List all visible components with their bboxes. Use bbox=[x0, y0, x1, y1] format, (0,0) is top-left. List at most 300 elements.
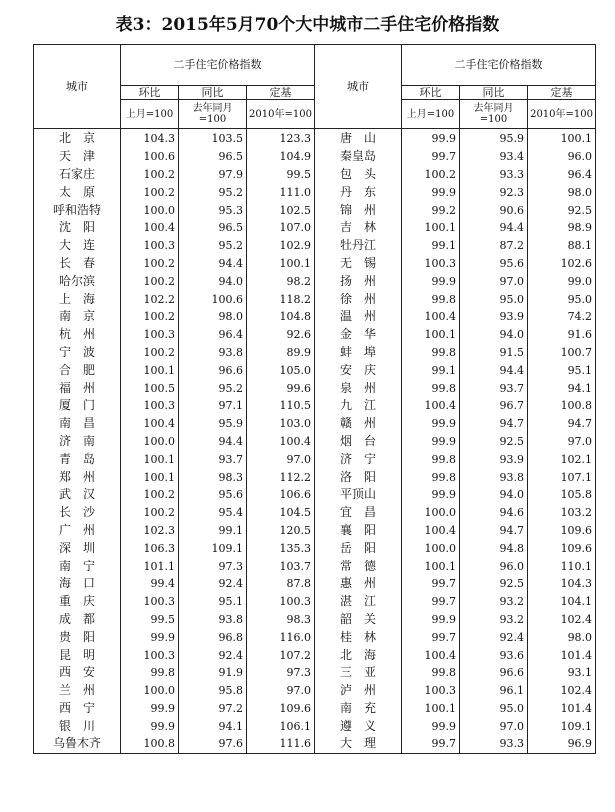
mom-value-left: 99.5 bbox=[121, 611, 179, 629]
base-value-left: 104.5 bbox=[247, 504, 315, 522]
base-value-right: 105.8 bbox=[528, 486, 596, 504]
city-name-left: 兰 州 bbox=[34, 682, 121, 700]
yoy-value-left: 94.0 bbox=[179, 272, 247, 290]
yoy-value-right: 94.8 bbox=[460, 539, 528, 557]
yoy-subheader-left: 去年同月=100 bbox=[179, 100, 247, 129]
mom-value-left: 100.1 bbox=[121, 450, 179, 468]
mom-value-right: 99.8 bbox=[402, 344, 460, 362]
yoy-value-left: 95.8 bbox=[179, 682, 247, 700]
mom-value-right: 100.1 bbox=[402, 326, 460, 344]
mom-value-left: 100.2 bbox=[121, 344, 179, 362]
mom-value-right: 99.8 bbox=[402, 379, 460, 397]
mom-subheader-left: 上月=100 bbox=[121, 100, 179, 129]
yoy-value-right: 93.7 bbox=[460, 379, 528, 397]
table-row bbox=[34, 308, 596, 326]
mom-value-left: 100.2 bbox=[121, 255, 179, 273]
base-value-left: 112.2 bbox=[247, 468, 315, 486]
base-value-right: 110.1 bbox=[528, 557, 596, 575]
table-row bbox=[34, 397, 596, 415]
base-value-right: 102.4 bbox=[528, 611, 596, 629]
yoy-value-right: 93.6 bbox=[460, 646, 528, 664]
mom-value-right: 100.1 bbox=[402, 557, 460, 575]
mom-value-left: 100.1 bbox=[121, 468, 179, 486]
yoy-value-right: 94.7 bbox=[460, 415, 528, 433]
mom-value-right: 99.8 bbox=[402, 468, 460, 486]
city-name-right: 无 锡 bbox=[315, 255, 402, 273]
base-value-right: 99.0 bbox=[528, 272, 596, 290]
mom-value-right: 100.1 bbox=[402, 700, 460, 718]
mom-value-right: 99.1 bbox=[402, 237, 460, 255]
base-value-right: 88.1 bbox=[528, 237, 596, 255]
table-row bbox=[34, 326, 596, 344]
base-value-left: 104.9 bbox=[247, 148, 315, 166]
mom-value-right: 99.7 bbox=[402, 148, 460, 166]
base-value-left: 103.7 bbox=[247, 557, 315, 575]
table-row bbox=[34, 166, 596, 184]
city-name-left: 南 昌 bbox=[34, 415, 121, 433]
table-row bbox=[34, 344, 596, 362]
city-name-left: 太 原 bbox=[34, 183, 121, 201]
mom-value-right: 99.7 bbox=[402, 628, 460, 646]
yoy-value-right: 92.4 bbox=[460, 628, 528, 646]
mom-value-right: 99.9 bbox=[402, 611, 460, 629]
city-name-left: 郑 州 bbox=[34, 468, 121, 486]
yoy-value-right: 90.6 bbox=[460, 201, 528, 219]
yoy-value-right: 92.3 bbox=[460, 183, 528, 201]
mom-value-right: 100.3 bbox=[402, 255, 460, 273]
yoy-value-left: 93.7 bbox=[179, 450, 247, 468]
mom-value-right: 99.7 bbox=[402, 593, 460, 611]
mom-header-left: 环比 bbox=[121, 86, 179, 100]
mom-value-left: 99.4 bbox=[121, 575, 179, 593]
base-value-right: 95.0 bbox=[528, 290, 596, 308]
city-name-right: 唐 山 bbox=[315, 129, 402, 148]
index-group-header-left: 二手住宅价格指数 bbox=[121, 45, 315, 86]
base-value-right: 109.6 bbox=[528, 539, 596, 557]
yoy-value-right: 94.0 bbox=[460, 326, 528, 344]
yoy-value-left: 93.8 bbox=[179, 344, 247, 362]
mom-value-left: 100.2 bbox=[121, 504, 179, 522]
city-name-left: 北 京 bbox=[34, 129, 121, 148]
yoy-value-right: 91.5 bbox=[460, 344, 528, 362]
table-row bbox=[34, 129, 596, 148]
city-name-left: 哈尔滨 bbox=[34, 272, 121, 290]
yoy-value-left: 103.5 bbox=[179, 129, 247, 148]
city-name-left: 济 南 bbox=[34, 433, 121, 451]
mom-value-left: 100.3 bbox=[121, 237, 179, 255]
yoy-value-right: 93.2 bbox=[460, 593, 528, 611]
base-subheader-right: 2010年=100 bbox=[528, 100, 596, 129]
mom-value-left: 102.3 bbox=[121, 522, 179, 540]
base-value-right: 93.1 bbox=[528, 664, 596, 682]
yoy-value-right: 95.0 bbox=[460, 290, 528, 308]
table-row bbox=[34, 255, 596, 273]
yoy-value-left: 94.1 bbox=[179, 717, 247, 735]
city-name-left: 石家庄 bbox=[34, 166, 121, 184]
mom-value-right: 100.4 bbox=[402, 522, 460, 540]
city-name-right: 秦皇岛 bbox=[315, 148, 402, 166]
base-value-left: 105.0 bbox=[247, 361, 315, 379]
table-row bbox=[34, 611, 596, 629]
mom-value-left: 100.3 bbox=[121, 646, 179, 664]
city-name-left: 广 州 bbox=[34, 522, 121, 540]
base-value-right: 94.7 bbox=[528, 415, 596, 433]
base-value-left: 102.9 bbox=[247, 237, 315, 255]
yoy-value-left: 96.5 bbox=[179, 219, 247, 237]
yoy-value-right: 95.0 bbox=[460, 700, 528, 718]
base-value-right: 100.7 bbox=[528, 344, 596, 362]
mom-value-right: 100.4 bbox=[402, 397, 460, 415]
table-row bbox=[34, 522, 596, 540]
city-name-right: 平顶山 bbox=[315, 486, 402, 504]
table-row bbox=[34, 646, 596, 664]
yoy-value-left: 95.3 bbox=[179, 201, 247, 219]
mom-value-right: 99.8 bbox=[402, 290, 460, 308]
yoy-value-right: 94.4 bbox=[460, 361, 528, 379]
base-value-right: 94.1 bbox=[528, 379, 596, 397]
base-value-left: 102.5 bbox=[247, 201, 315, 219]
base-value-right: 74.2 bbox=[528, 308, 596, 326]
mom-value-left: 99.9 bbox=[121, 717, 179, 735]
yoy-value-right: 93.2 bbox=[460, 611, 528, 629]
city-name-right: 桂 林 bbox=[315, 628, 402, 646]
table-body bbox=[34, 129, 596, 754]
base-value-left: 99.5 bbox=[247, 166, 315, 184]
yoy-value-right: 93.3 bbox=[460, 166, 528, 184]
table-row bbox=[34, 575, 596, 593]
city-name-right: 泸 州 bbox=[315, 682, 402, 700]
base-value-left: 107.2 bbox=[247, 646, 315, 664]
mom-value-left: 106.3 bbox=[121, 539, 179, 557]
yoy-value-right: 94.0 bbox=[460, 486, 528, 504]
yoy-value-right: 92.5 bbox=[460, 433, 528, 451]
city-name-left: 天 津 bbox=[34, 148, 121, 166]
table-row bbox=[34, 717, 596, 735]
table-row bbox=[34, 504, 596, 522]
yoy-header-right: 同比 bbox=[460, 86, 528, 100]
base-value-left: 89.9 bbox=[247, 344, 315, 362]
mom-value-right: 99.7 bbox=[402, 575, 460, 593]
mom-value-right: 99.9 bbox=[402, 272, 460, 290]
city-name-right: 宜 昌 bbox=[315, 504, 402, 522]
mom-value-right: 100.4 bbox=[402, 646, 460, 664]
city-name-right: 安 庆 bbox=[315, 361, 402, 379]
mom-header-right: 环比 bbox=[402, 86, 460, 100]
yoy-value-left: 92.4 bbox=[179, 646, 247, 664]
base-value-right: 97.0 bbox=[528, 433, 596, 451]
yoy-value-left: 99.1 bbox=[179, 522, 247, 540]
yoy-value-left: 95.2 bbox=[179, 237, 247, 255]
yoy-value-right: 92.5 bbox=[460, 575, 528, 593]
city-name-left: 武 汉 bbox=[34, 486, 121, 504]
table-row bbox=[34, 557, 596, 575]
yoy-value-left: 100.6 bbox=[179, 290, 247, 308]
yoy-value-right: 93.8 bbox=[460, 468, 528, 486]
yoy-value-left: 95.4 bbox=[179, 504, 247, 522]
yoy-header-left: 同比 bbox=[179, 86, 247, 100]
base-value-right: 109.6 bbox=[528, 522, 596, 540]
city-name-right: 丹 东 bbox=[315, 183, 402, 201]
city-name-right: 烟 台 bbox=[315, 433, 402, 451]
city-name-right: 包 头 bbox=[315, 166, 402, 184]
base-value-left: 103.0 bbox=[247, 415, 315, 433]
mom-value-left: 100.3 bbox=[121, 397, 179, 415]
city-name-right: 湛 江 bbox=[315, 593, 402, 611]
table-row bbox=[34, 183, 596, 201]
yoy-value-right: 93.3 bbox=[460, 735, 528, 753]
base-value-right: 109.1 bbox=[528, 717, 596, 735]
mom-value-right: 99.9 bbox=[402, 717, 460, 735]
base-value-left: 116.0 bbox=[247, 628, 315, 646]
city-name-left: 上 海 bbox=[34, 290, 121, 308]
mom-value-left: 99.9 bbox=[121, 700, 179, 718]
city-name-right: 吉 林 bbox=[315, 219, 402, 237]
yoy-subheader-right: 去年同月=100 bbox=[460, 100, 528, 129]
base-value-right: 102.1 bbox=[528, 450, 596, 468]
yoy-value-right: 93.9 bbox=[460, 308, 528, 326]
mom-value-left: 100.2 bbox=[121, 272, 179, 290]
mom-value-right: 99.8 bbox=[402, 450, 460, 468]
base-value-left: 107.0 bbox=[247, 219, 315, 237]
table-row bbox=[34, 237, 596, 255]
yoy-value-left: 96.6 bbox=[179, 361, 247, 379]
city-name-right: 岳 阳 bbox=[315, 539, 402, 557]
yoy-value-right: 96.1 bbox=[460, 682, 528, 700]
city-name-left: 西 安 bbox=[34, 664, 121, 682]
mom-subheader-right: 上月=100 bbox=[402, 100, 460, 129]
city-name-left: 海 口 bbox=[34, 575, 121, 593]
table-row bbox=[34, 450, 596, 468]
yoy-value-right: 93.4 bbox=[460, 148, 528, 166]
base-value-left: 135.3 bbox=[247, 539, 315, 557]
price-index-table bbox=[33, 44, 596, 754]
base-header-right: 定基 bbox=[528, 86, 596, 100]
table-row bbox=[34, 379, 596, 397]
base-value-left: 100.3 bbox=[247, 593, 315, 611]
mom-value-right: 99.9 bbox=[402, 486, 460, 504]
base-value-right: 92.5 bbox=[528, 201, 596, 219]
city-name-right: 徐 州 bbox=[315, 290, 402, 308]
mom-value-right: 99.9 bbox=[402, 129, 460, 148]
yoy-value-right: 94.7 bbox=[460, 522, 528, 540]
base-value-right: 96.4 bbox=[528, 166, 596, 184]
yoy-value-left: 97.2 bbox=[179, 700, 247, 718]
city-name-left: 宁 波 bbox=[34, 344, 121, 362]
mom-value-left: 100.3 bbox=[121, 593, 179, 611]
mom-value-left: 100.0 bbox=[121, 682, 179, 700]
city-name-left: 西 宁 bbox=[34, 700, 121, 718]
mom-value-right: 99.1 bbox=[402, 361, 460, 379]
mom-value-right: 99.8 bbox=[402, 664, 460, 682]
base-value-left: 106.1 bbox=[247, 717, 315, 735]
mom-value-left: 100.2 bbox=[121, 308, 179, 326]
base-value-right: 101.4 bbox=[528, 700, 596, 718]
table-row bbox=[34, 735, 596, 753]
yoy-value-left: 96.8 bbox=[179, 628, 247, 646]
mom-value-left: 100.2 bbox=[121, 486, 179, 504]
base-value-left: 123.3 bbox=[247, 129, 315, 148]
city-name-right: 襄 阳 bbox=[315, 522, 402, 540]
yoy-value-left: 95.9 bbox=[179, 415, 247, 433]
base-value-left: 97.0 bbox=[247, 682, 315, 700]
yoy-value-left: 98.3 bbox=[179, 468, 247, 486]
base-value-left: 98.2 bbox=[247, 272, 315, 290]
city-name-right: 泉 州 bbox=[315, 379, 402, 397]
yoy-value-right: 94.4 bbox=[460, 219, 528, 237]
base-value-left: 111.0 bbox=[247, 183, 315, 201]
mom-value-left: 101.1 bbox=[121, 557, 179, 575]
base-value-left: 87.8 bbox=[247, 575, 315, 593]
table-row bbox=[34, 700, 596, 718]
table-row bbox=[34, 272, 596, 290]
city-name-right: 常 德 bbox=[315, 557, 402, 575]
base-value-right: 96.0 bbox=[528, 148, 596, 166]
base-value-right: 91.6 bbox=[528, 326, 596, 344]
city-name-left: 南 宁 bbox=[34, 557, 121, 575]
city-name-right: 蚌 埠 bbox=[315, 344, 402, 362]
index-group-header-right: 二手住宅价格指数 bbox=[402, 45, 596, 86]
city-name-left: 厦 门 bbox=[34, 397, 121, 415]
mom-value-right: 100.2 bbox=[402, 166, 460, 184]
mom-value-left: 100.2 bbox=[121, 166, 179, 184]
base-value-right: 104.1 bbox=[528, 593, 596, 611]
yoy-value-left: 96.5 bbox=[179, 148, 247, 166]
base-value-right: 102.6 bbox=[528, 255, 596, 273]
mom-value-left: 100.2 bbox=[121, 183, 179, 201]
table-row bbox=[34, 201, 596, 219]
yoy-value-right: 87.2 bbox=[460, 237, 528, 255]
mom-value-left: 99.8 bbox=[121, 664, 179, 682]
base-value-left: 111.6 bbox=[247, 735, 315, 753]
base-value-left: 97.0 bbox=[247, 450, 315, 468]
base-value-right: 96.9 bbox=[528, 735, 596, 753]
mom-value-right: 100.3 bbox=[402, 682, 460, 700]
yoy-value-right: 94.6 bbox=[460, 504, 528, 522]
yoy-value-right: 97.0 bbox=[460, 272, 528, 290]
mom-value-left: 99.9 bbox=[121, 628, 179, 646]
yoy-value-right: 95.9 bbox=[460, 129, 528, 148]
table-row bbox=[34, 486, 596, 504]
city-name-left: 昆 明 bbox=[34, 646, 121, 664]
yoy-value-left: 96.4 bbox=[179, 326, 247, 344]
base-value-left: 98.3 bbox=[247, 611, 315, 629]
base-value-right: 98.0 bbox=[528, 628, 596, 646]
city-name-right: 济 宁 bbox=[315, 450, 402, 468]
city-name-right: 温 州 bbox=[315, 308, 402, 326]
city-name-right: 北 海 bbox=[315, 646, 402, 664]
yoy-value-left: 98.0 bbox=[179, 308, 247, 326]
city-name-right: 惠 州 bbox=[315, 575, 402, 593]
city-name-right: 韶 关 bbox=[315, 611, 402, 629]
yoy-value-left: 97.9 bbox=[179, 166, 247, 184]
city-name-right: 赣 州 bbox=[315, 415, 402, 433]
mom-value-left: 100.4 bbox=[121, 415, 179, 433]
mom-value-left: 100.1 bbox=[121, 361, 179, 379]
city-name-right: 大 理 bbox=[315, 735, 402, 753]
city-name-left: 重 庆 bbox=[34, 593, 121, 611]
city-name-left: 青 岛 bbox=[34, 450, 121, 468]
mom-value-right: 100.1 bbox=[402, 219, 460, 237]
yoy-value-left: 95.2 bbox=[179, 379, 247, 397]
yoy-value-left: 95.1 bbox=[179, 593, 247, 611]
mom-value-right: 99.2 bbox=[402, 201, 460, 219]
mom-value-left: 100.0 bbox=[121, 201, 179, 219]
table-row bbox=[34, 361, 596, 379]
city-name-right: 洛 阳 bbox=[315, 468, 402, 486]
city-name-left: 长 沙 bbox=[34, 504, 121, 522]
table-row bbox=[34, 539, 596, 557]
base-value-right: 100.1 bbox=[528, 129, 596, 148]
mom-value-left: 100.6 bbox=[121, 148, 179, 166]
table-row bbox=[34, 415, 596, 433]
base-header-left: 定基 bbox=[247, 86, 315, 100]
mom-value-left: 100.8 bbox=[121, 735, 179, 753]
yoy-value-left: 97.6 bbox=[179, 735, 247, 753]
base-value-left: 99.6 bbox=[247, 379, 315, 397]
base-value-right: 107.1 bbox=[528, 468, 596, 486]
table-header bbox=[34, 45, 596, 129]
city-name-left: 福 州 bbox=[34, 379, 121, 397]
yoy-value-left: 94.4 bbox=[179, 255, 247, 273]
mom-value-right: 99.9 bbox=[402, 415, 460, 433]
city-name-left: 深 圳 bbox=[34, 539, 121, 557]
mom-value-right: 99.9 bbox=[402, 433, 460, 451]
city-name-right: 锦 州 bbox=[315, 201, 402, 219]
table-row bbox=[34, 682, 596, 700]
base-value-right: 98.0 bbox=[528, 183, 596, 201]
city-name-right: 三 亚 bbox=[315, 664, 402, 682]
yoy-value-left: 95.2 bbox=[179, 183, 247, 201]
base-value-left: 120.5 bbox=[247, 522, 315, 540]
base-value-left: 100.1 bbox=[247, 255, 315, 273]
base-value-left: 106.6 bbox=[247, 486, 315, 504]
yoy-value-left: 94.4 bbox=[179, 433, 247, 451]
base-value-right: 103.2 bbox=[528, 504, 596, 522]
yoy-value-right: 93.9 bbox=[460, 450, 528, 468]
table-row bbox=[34, 433, 596, 451]
mom-value-right: 99.9 bbox=[402, 183, 460, 201]
base-value-left: 109.6 bbox=[247, 700, 315, 718]
base-value-right: 104.3 bbox=[528, 575, 596, 593]
city-name-left: 沈 阳 bbox=[34, 219, 121, 237]
city-name-left: 呼和浩特 bbox=[34, 201, 121, 219]
base-value-right: 95.1 bbox=[528, 361, 596, 379]
table-title: 表3：2015年5月70个大中城市二手住宅价格指数 bbox=[115, 15, 500, 35]
base-value-left: 110.5 bbox=[247, 397, 315, 415]
city-column-header-right: 城市 bbox=[315, 45, 402, 129]
table-row bbox=[34, 593, 596, 611]
city-name-left: 贵 阳 bbox=[34, 628, 121, 646]
table-row bbox=[34, 468, 596, 486]
base-value-right: 98.9 bbox=[528, 219, 596, 237]
city-name-right: 遵 义 bbox=[315, 717, 402, 735]
mom-value-left: 104.3 bbox=[121, 129, 179, 148]
city-name-right: 南 充 bbox=[315, 700, 402, 718]
base-value-left: 100.4 bbox=[247, 433, 315, 451]
table-row bbox=[34, 628, 596, 646]
base-value-left: 104.8 bbox=[247, 308, 315, 326]
yoy-value-right: 96.6 bbox=[460, 664, 528, 682]
city-name-right: 金 华 bbox=[315, 326, 402, 344]
base-value-left: 97.3 bbox=[247, 664, 315, 682]
yoy-value-left: 95.6 bbox=[179, 486, 247, 504]
yoy-value-left: 97.3 bbox=[179, 557, 247, 575]
table-row bbox=[34, 219, 596, 237]
city-name-left: 银 川 bbox=[34, 717, 121, 735]
yoy-value-right: 97.0 bbox=[460, 717, 528, 735]
table-row bbox=[34, 148, 596, 166]
city-name-left: 杭 州 bbox=[34, 326, 121, 344]
